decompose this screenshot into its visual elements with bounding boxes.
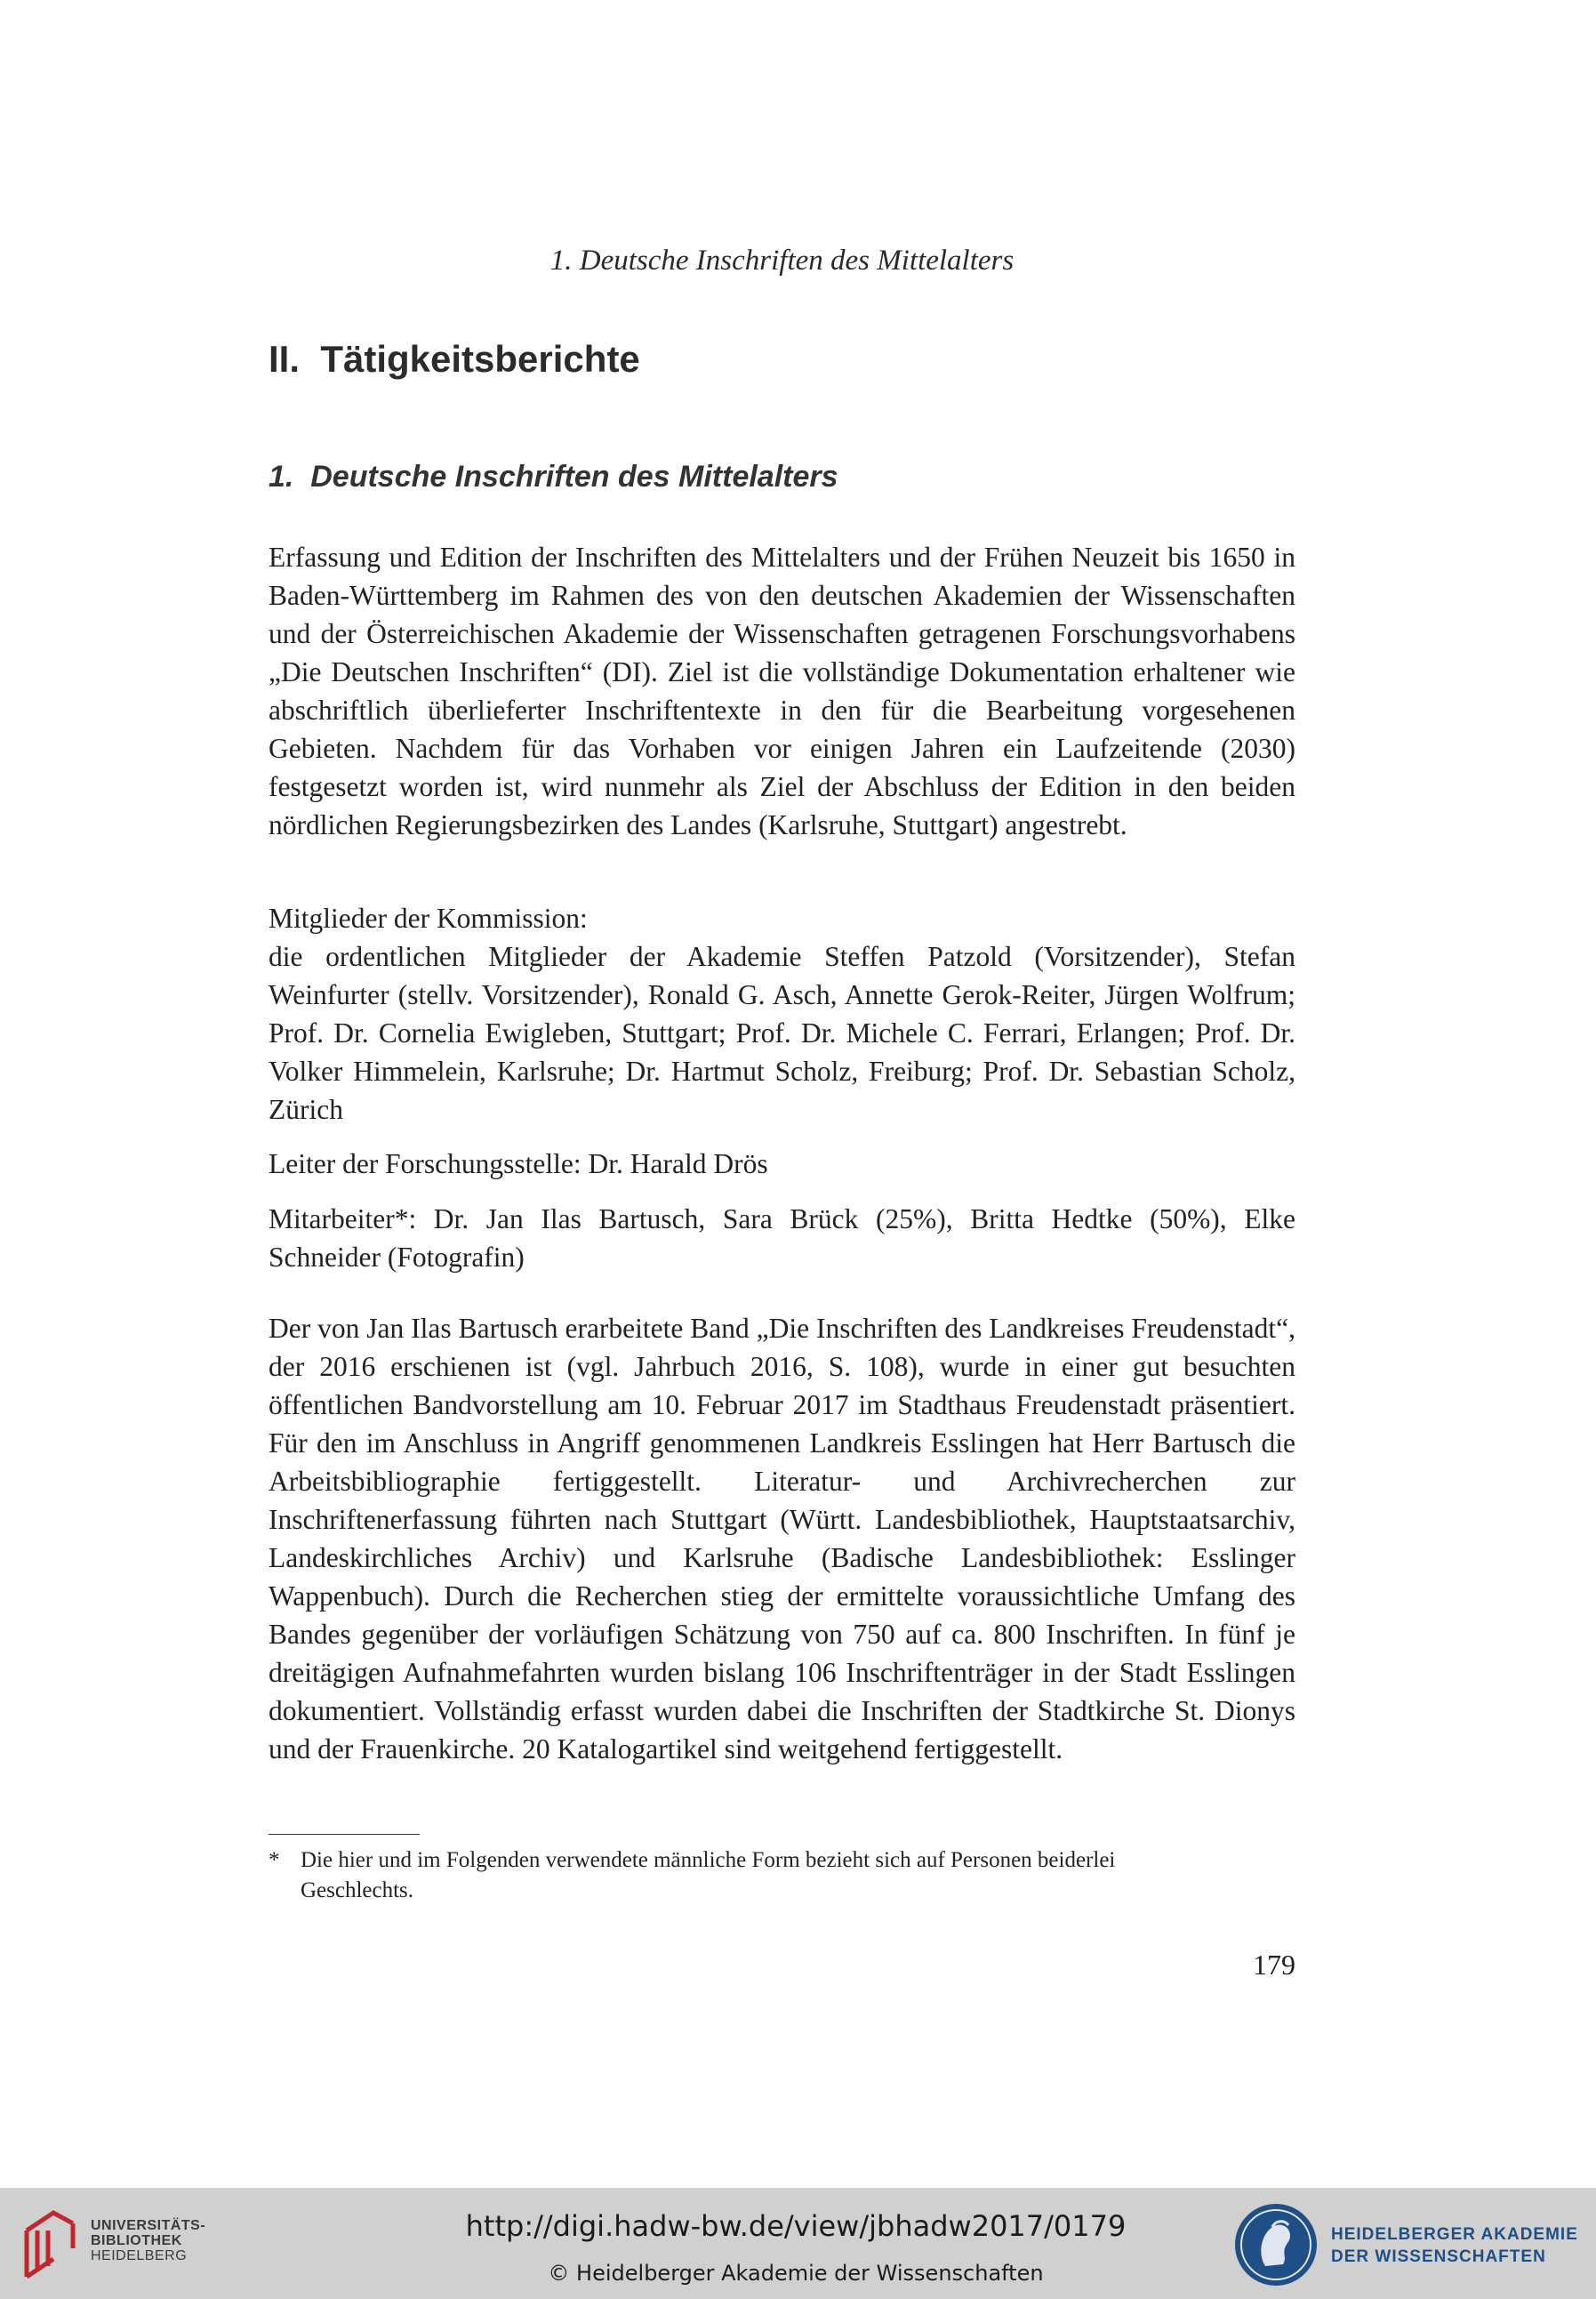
footnote-mark: * <box>269 1848 280 1872</box>
university-library-name: UNIVERSITÄTS- BIBLIOTHEK HEIDELBERG <box>91 2218 206 2263</box>
copyright-notice: © Heidelberger Akademie der Wissenschaften <box>548 2261 1044 2286</box>
subsection-heading: 1. Deutsche Inschriften des Mittelalters <box>269 460 838 494</box>
intro-paragraph: Erfassung und Edition der Inschriften des Mittelalters und der Frühen Neuzeit bis 1650 in Baden-Württemberg im Rahmen des von den deutschen Akademien der Wissenschaften und der Österreichischen Akademie der Wissenschaften getragenen Forschungsvorhabens „Die Deutschen Inschriften“ (DI). Ziel ist die vollständige Dokumentation erhaltener wie abschriftlich überlieferter Inschriftentexte in den für die Bearbeitung vorgesehenen Gebieten. Nachdem für das Vorhaben vor einigen Jahren ein Laufzeitende (2030) festgesetzt worden ist, wird nunmehr als Ziel der Abschluss der Edition in den beiden nördlichen Regierungsbezirken des Landes (Karlsruhe, Stuttgart) angestrebt. <box>269 542 1295 840</box>
footnote-line-1: Die hier und im Folgenden verwendete männliche Form bezieht sich auf Personen beiderlei <box>301 1848 1116 1872</box>
members-paragraph: die ordentlichen Mitglieder der Akademie Steffen Patzold (Vorsitzender), Stefan Weinfurter (stellv. Vorsitzender), Ronald G. Asch, Annette Gerok-Reiter, Jürgen Wolfrum; Prof. Dr. Cornelia Ewigleben, Stuttgart; Prof. Dr. Michele C. Ferrari, Erlangen; Prof. Dr. Volker Himmelein, Karlsruhe; Dr. Hartmut Scholz, Freiburg; Prof. Dr. Sebastian Scholz, Zürich <box>269 941 1295 1125</box>
document-url-link[interactable]: http://digi.hadw-bw.de/view/jbhadw2017/0179 <box>465 2209 1127 2243</box>
footnote-line-2: Geschlechts. <box>301 1878 414 1902</box>
academy-seal-icon[interactable] <box>1231 2200 1320 2289</box>
page-number: 179 <box>1253 1949 1295 1981</box>
footnote-rule <box>269 1834 420 1835</box>
footnote <box>269 1845 1295 1906</box>
section-heading: II. Tätigkeitsberichte <box>269 338 640 380</box>
staff-paragraph: Mitarbeiter*: Dr. Jan Ilas Bartusch, Sara Brück (25%), Britta Hedtke (50%), Elke Schneider (Fotografin) <box>269 1203 1295 1273</box>
running-head: 1. Deutsche Inschriften des Mittelalters <box>549 245 1015 277</box>
academy-name: HEIDELBERGER AKADEMIE DER WISSENSCHAFTEN <box>1331 2225 1578 2266</box>
members-label: Mitglieder der Kommission: <box>269 903 588 934</box>
viewer-footer-bar <box>0 2188 1596 2299</box>
university-library-logo-icon[interactable] <box>18 2204 85 2286</box>
leader-paragraph: Leiter der Forschungsstelle: Dr. Harald Drös <box>269 1148 768 1179</box>
report-paragraph: Der von Jan Ilas Bartusch erarbeitete Band „Die Inschriften des Landkreises Freudenstadt“, der 2016 erschienen ist (vgl. Jahrbuch 2016, S. 108), wurde in einer gut besuchten öffentlichen Bandvorstellung am 10. Februar 2017 im Stadthaus Freudenstadt präsentiert. Für den im Anschluss in Angriff genommenen Landkreis Esslingen hat Herr Bartusch die Arbeitsbibliographie fertiggestellt. Literatur- und Archivrecherchen zur Inschriftenerfassung führten nach Stuttgart (Württ. Landesbibliothek, Hauptstaatsarchiv, Landeskirchliches Archiv) und Karlsruhe (Badische Landesbibliothek: Esslinger Wappenbuch). Durch die Recherchen stieg der ermittelte voraussichtliche Umfang des Bandes gegenüber der vorläufigen Schätzung von 750 auf ca. 800 Inschriften. In fünf je dreitägigen Aufnahmefahrten wurden bislang 106 Inschriftenträger in der Stadt Esslingen dokumentiert. Vollständig erfasst wurden dabei die Inschriften der Stadtkirche St. Dionys und der Frauenkirche. 20 Katalogartikel sind weitgehend fertiggestellt. <box>269 1313 1295 1764</box>
